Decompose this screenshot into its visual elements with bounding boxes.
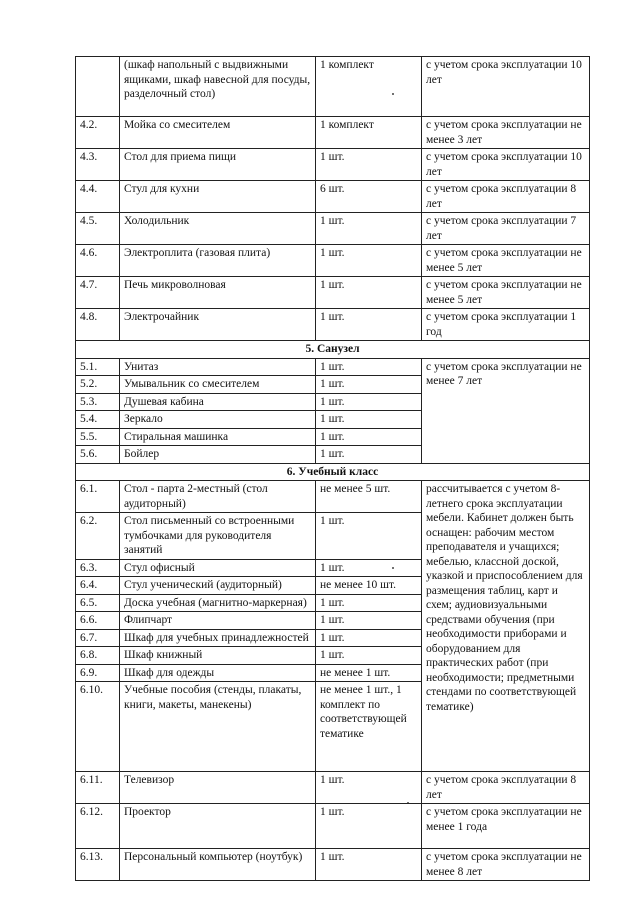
item-name: Холодильник <box>120 213 316 245</box>
item-quantity: не менее 1 шт. <box>316 664 422 682</box>
item-name: (шкаф напольный с выдвижными ящиками, шкаф навесной для посуды, разделочный стол) <box>120 57 316 117</box>
table-row <box>76 57 590 117</box>
item-term: с учетом срока эксплуатации 7 лет <box>422 213 590 245</box>
item-name: Электрочайник <box>120 309 316 341</box>
item-quantity: 1 шт. <box>316 376 422 394</box>
row-number: 4.3. <box>76 149 120 181</box>
table-row <box>76 117 590 149</box>
item-name: Флипчарт <box>120 612 316 630</box>
row-number: 6.1. <box>76 481 120 513</box>
row-number: 4.2. <box>76 117 120 149</box>
item-quantity: 1 шт. <box>316 245 422 277</box>
item-quantity: 1 шт. <box>316 358 422 376</box>
row-number: 5.2. <box>76 376 120 394</box>
item-name: Мойка со смесителем <box>120 117 316 149</box>
table-row <box>76 213 590 245</box>
item-term: с учетом срока эксплуатации не менее 3 лет <box>422 117 590 149</box>
item-term: с учетом срока эксплуатации не менее 5 лет <box>422 245 590 277</box>
item-quantity: 1 шт. <box>316 612 422 630</box>
item-quantity: 1 шт. <box>316 559 422 577</box>
item-quantity: 1 шт. <box>316 513 422 560</box>
row-number: 4.7. <box>76 277 120 309</box>
item-quantity: 1 шт. <box>316 309 422 341</box>
item-name: Учебные пособия (стенды, плакаты, книги, макеты, манекены) <box>120 682 316 772</box>
item-term: с учетом срока эксплуатации 10 лет <box>422 149 590 181</box>
item-quantity: 1 шт. <box>316 804 422 849</box>
item-quantity: 1 шт. <box>316 393 422 411</box>
row-number: 6.4. <box>76 577 120 595</box>
table-row <box>76 181 590 213</box>
row-number: 6.8. <box>76 647 120 665</box>
row-number: 5.3. <box>76 393 120 411</box>
item-quantity: 1 комплект <box>316 57 422 117</box>
row-number: 5.1. <box>76 358 120 376</box>
item-term: с учетом срока эксплуатации не менее 5 лет <box>422 277 590 309</box>
section-title: 6. Учебный класс <box>76 463 590 481</box>
row-number: 5.5. <box>76 428 120 446</box>
row-number: 6.11. <box>76 772 120 804</box>
item-name: Проектор <box>120 804 316 849</box>
table-row <box>76 481 590 513</box>
item-name: Стул ученический (аудиторный) <box>120 577 316 595</box>
section-term: с учетом срока эксплуатации не менее 7 лет <box>422 358 590 463</box>
item-quantity: 1 шт. <box>316 428 422 446</box>
row-number: 4.5. <box>76 213 120 245</box>
row-number: 5.6. <box>76 446 120 464</box>
table-row <box>76 309 590 341</box>
table-row <box>76 358 590 376</box>
item-quantity: не менее 1 шт., 1 комплект по соответствующей тематике <box>316 682 422 772</box>
item-name: Телевизор <box>120 772 316 804</box>
item-quantity: 1 шт. <box>316 411 422 429</box>
item-quantity: 6 шт. <box>316 181 422 213</box>
row-number: 4.8. <box>76 309 120 341</box>
item-quantity: 1 комплект <box>316 117 422 149</box>
row-number: 6.6. <box>76 612 120 630</box>
item-name: Стол - парта 2-местный (стол аудиторный) <box>120 481 316 513</box>
item-name: Стол для приема пищи <box>120 149 316 181</box>
item-quantity: 1 шт. <box>316 277 422 309</box>
item-name: Стиральная машинка <box>120 428 316 446</box>
item-term: с учетом срока эксплуатации 10 лет <box>422 57 590 117</box>
item-quantity: 1 шт. <box>316 213 422 245</box>
item-term: с учетом срока эксплуатации 8 лет <box>422 181 590 213</box>
item-name: Стол письменный со встроенными тумбочками для руководителя занятий <box>120 513 316 560</box>
table-row <box>76 277 590 309</box>
row-number: 4.4. <box>76 181 120 213</box>
table-row <box>76 772 590 804</box>
item-quantity: 1 шт. <box>316 772 422 804</box>
row-number <box>76 57 120 117</box>
item-quantity: 1 шт. <box>316 629 422 647</box>
table-row <box>76 149 590 181</box>
item-name: Персональный компьютер (ноутбук) <box>120 849 316 881</box>
row-number: 6.9. <box>76 664 120 682</box>
row-number: 6.3. <box>76 559 120 577</box>
row-number: 4.6. <box>76 245 120 277</box>
section-title: 5. Санузел <box>76 341 590 359</box>
table-row <box>76 849 590 881</box>
row-number: 6.13. <box>76 849 120 881</box>
row-number: 6.5. <box>76 594 120 612</box>
item-name: Зеркало <box>120 411 316 429</box>
row-number: 5.4. <box>76 411 120 429</box>
item-name: Доска учебная (магнитно-маркерная) <box>120 594 316 612</box>
item-name: Унитаз <box>120 358 316 376</box>
item-name: Шкаф для одежды <box>120 664 316 682</box>
section-term: рассчитывается с учетом 8-летнего срока эксплуатации мебели. Кабинет должен быть оснащен: рабочим местом преподавателя и учащихся; мебелью, классной доской, указкой и приспособлением для размещения таблиц, карт и схем; аудиовизуальными средствами обучения (при необходимости приборами и оборудованием для практических работ (при необходимости; предметными стендами по соответствующей тематике) <box>422 481 590 772</box>
item-name: Душевая кабина <box>120 393 316 411</box>
item-term: с учетом срока эксплуатации не менее 8 лет <box>422 849 590 881</box>
section-header-row <box>76 341 590 359</box>
item-name: Печь микроволновая <box>120 277 316 309</box>
equipment-table <box>75 56 590 881</box>
item-quantity: 1 шт. <box>316 149 422 181</box>
item-quantity: не менее 10 шт. <box>316 577 422 595</box>
row-number: 6.10. <box>76 682 120 772</box>
item-quantity: не менее 5 шт. <box>316 481 422 513</box>
row-number: 6.2. <box>76 513 120 560</box>
item-quantity: 1 шт. <box>316 849 422 881</box>
item-name: Умывальник со смесителем <box>120 376 316 394</box>
item-quantity: 1 шт. <box>316 446 422 464</box>
item-term: с учетом срока эксплуатации 8 лет <box>422 772 590 804</box>
row-number: 6.12. <box>76 804 120 849</box>
section-header-row <box>76 463 590 481</box>
table-row <box>76 804 590 849</box>
item-name: Шкаф для учебных принадлежностей <box>120 629 316 647</box>
item-term: с учетом срока эксплуатации 1 год <box>422 309 590 341</box>
table-row <box>76 245 590 277</box>
item-name: Стул офисный <box>120 559 316 577</box>
item-name: Стул для кухни <box>120 181 316 213</box>
item-name: Шкаф книжный <box>120 647 316 665</box>
item-quantity: 1 шт. <box>316 647 422 665</box>
item-quantity: 1 шт. <box>316 594 422 612</box>
item-name: Электроплита (газовая плита) <box>120 245 316 277</box>
item-name: Бойлер <box>120 446 316 464</box>
item-term: с учетом срока эксплуатации не менее 1 года <box>422 804 590 849</box>
row-number: 6.7. <box>76 629 120 647</box>
